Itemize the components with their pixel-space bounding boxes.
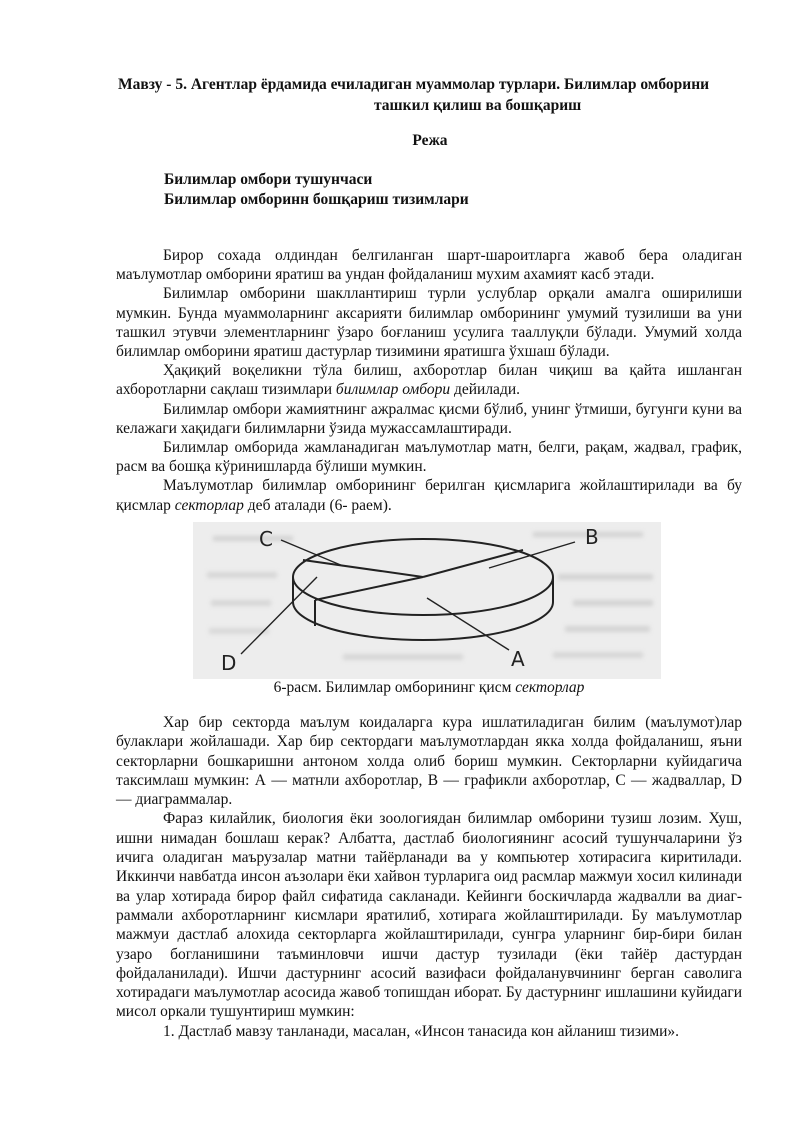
- body-section-2: [116, 713, 742, 1041]
- plan-list: [164, 170, 469, 210]
- paragraph: [116, 361, 742, 399]
- plan-heading: Режа: [412, 132, 448, 149]
- paragraph-text: деб аталади (6- раем).: [243, 496, 392, 514]
- sector-label-a: A: [511, 647, 525, 671]
- caption-italic: секторлар: [515, 679, 585, 696]
- sector-label-b: B: [585, 525, 599, 549]
- cylinder-diagram: [193, 522, 661, 679]
- italic-term: секторлар: [174, 496, 244, 514]
- paragraph: Билимлар омбори жамиятнинг ажралмас қисми бўлиб, унинг ўтмиши, бугунги куни ва келажаги хақидаги билимларни ўзида мужассамлаштиради.: [116, 400, 742, 437]
- paragraph-text: дейилади.: [450, 381, 520, 399]
- paragraph: Билимлар омборини шакллантириш турли услублар орқали амалга оширилиши мумкин. Бунда муаммоларнинг аксарияти билимлар омборининг умумий тузилиши ва уни ташкил этувчи элементларнинг ўзаро боғланиш усулига тааллуқли бўлади. Умумий холда билимлар омборини яратиш дастурлар тизимини яратишга ўхшаш бўлади.: [116, 285, 742, 361]
- paragraph: Билимлар омборида жамланадиган маълумотлар матн, белги, рақам, жадвал, график, расм ва бошқа кўринишларда бўлиши мумкин.: [116, 439, 742, 476]
- plan-item: Билимлар омбори тушунчаси: [164, 171, 373, 188]
- sectors-figure: [193, 522, 661, 679]
- paragraph: Бирор сохада олдиндан белгиланган шарт-шароитларга жавоб бера оладиган маълумотлар омборини яратиш ва ундан фойдаланиш мухим ахамият касб этади.: [116, 247, 742, 284]
- title-line-2: ташкил қилиш ва бошқариш: [374, 97, 582, 114]
- figure-caption: [0, 679, 800, 697]
- paragraph-text: Маълумотлар билимлар омборининг берилган қисмларига жойлаштирилади ва бу қисмлар: [116, 477, 742, 514]
- italic-term: билимлар омбори: [335, 381, 451, 399]
- paragraph: Хар бир секторда маълум коидаларга кура ишлатиладиган билим (маълумот)лар булаклари жойлашади. Хар бир сектордаги маълумотлардан якка холда фойдаланиш, яъни секторларни бошкаришни антоном холда олиб бориш мумкин. Секторларни куйидагича таксимлаш мумкин: А — матнли ахборотлар, В — графикли ахборотлар, С — жадваллар, D — диаграммалар.: [116, 714, 742, 809]
- caption-text: 6-расм. Билимлар омборининг қисм: [273, 679, 516, 696]
- numbered-item: 1. Дастлаб мавзу танланади, масалан, «Инсон танасида кон айланиш тизими».: [163, 1022, 680, 1040]
- title-line-1: Мавзу - 5. Агентлар ёрдамида ечиладиган муаммолар турлари. Билимлар омборини: [118, 76, 710, 93]
- page-title: [118, 74, 742, 116]
- paragraph-text: Ҳақиқий воқеликни тўла билиш, ахборотлар билан чиқиш ва қайта ишланган ахборотларни сақлаш тизимлари: [116, 362, 742, 399]
- paragraph: [116, 476, 742, 514]
- paragraph: Фараз килайлик, биология ёки зоологиядан билимлар омборини тузиш лозим. Хуш, ишни нимадан бошлаш керак? Албатта, дастлаб биологиянинг асосий тушунчаларини ўз ичига оладиган маърузалар матни тайёрланади ва у компьютер хотирасига киритилади. Иккинчи навбатда инсон аъзолари ёки хайвон турларига оид расмлар мажмуи хосил килинади ва улар хотирада бирор файл сифатида сакланади. Кейинги боскичларда жадвалли ва диаг- раммали ахборотларнинг кисмлари яратилиб, хотирага жойлаштирилади. Бу маълумотлар мажмуи дастлаб алохида секторларга жойлаштирилади, сунгра уларнинг бир-бири билан узаро богланишини таъминловчи ишчи дастур тузилади (ёки тайёр дастурдан фойдаланилади). Ишчи дастурнинг асосий вазифаси фойдаланувчининг берган саволига хотирадаги маълумотлар асосида жавоб топишдан иборат. Бу дастурнинг ишлашини куйидаги мисол оркали тушунтириш мумкин:: [116, 810, 742, 1021]
- sector-label-c: C: [259, 527, 273, 551]
- sector-label-d: D: [221, 651, 237, 675]
- plan-item: Билимлар омборинн бошқариш тизимлари: [164, 191, 469, 208]
- body-section-1: [116, 246, 742, 515]
